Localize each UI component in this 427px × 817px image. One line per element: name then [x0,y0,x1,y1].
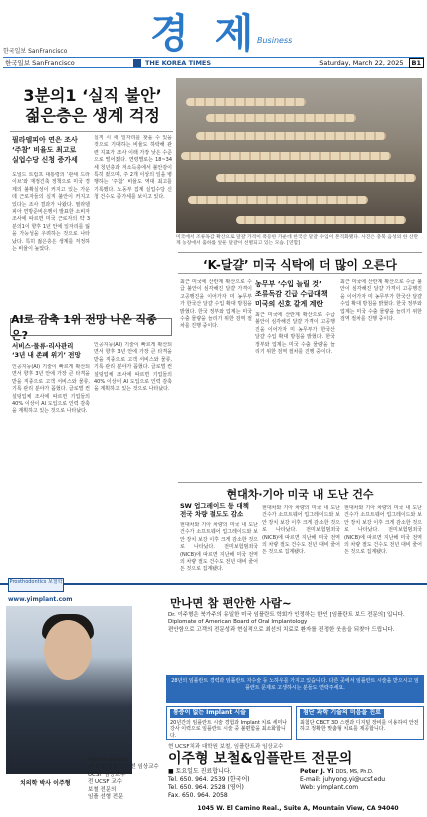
headline-line1: 3분의1 ‘실직 불안’ [23,86,162,105]
subhead-1: 농무부 ‘수입 늘릴 것’ [255,280,322,288]
subhead-1: SW 업그레이드 등 대책 [180,502,249,510]
story2-body-mid: 최근 미국에 산란계 확산으로 수급 불안이 심각해진 달걀 가격이 고공행진을 이어가자 미 농무부가 한국산 달걀 수입 확대 방침을 밝혔다. 한국 정부와 업계는 미국 수출 물량을 늘리기 위한 검역 절차를 진행 중이다. [255,312,335,356]
ad-banner: 28년의 임플란트 경력과 임플란트 자수술 등 노하우를 가지고 있습니다. 다른 곳에서 임플란트 시술을 받으시고 임플란트 문제로 고생하시는 분들도 연락주세요. [166,675,424,703]
issue-date: Saturday, March 22, 2025 [319,58,404,67]
headline-story1 [10,86,175,126]
subhead-3: 미국의 신호 같게 계란 [255,300,324,308]
headline-story4: 현대차·기아 미국 내 도난 건수 [226,488,374,501]
box-title: 통증이 없는 Implant 시술 [170,709,249,718]
headline-story2: ‘K-달걀’ 미국 식탁에 더 많이 오른다 [203,258,397,272]
specialty-item: Prosthodontist [88,757,128,763]
brand [133,59,273,67]
box-title: 첨단 과학 기술의 미음을 진료 [300,709,384,718]
doctor-name: Peter J. Yi [300,768,334,775]
section-title: 경 제 [150,11,260,57]
ad-box-tech [296,706,424,740]
ad-site[interactable]: Web: yimplant.com [300,784,359,791]
ad-doctor-card [300,768,424,792]
specialty-item: UCSF 임상교수 [88,771,126,778]
section-subtitle: Business [257,36,293,45]
brand-logo-icon [133,59,141,67]
specialty-item: 임플 선형 전문 [88,794,124,801]
ad-bullet: Dr. 이주형은 북가주의 유일한 미국 임플란트 학회가 인정하는 한인 [임플란트 보드 전문의] 입니다. [168,612,405,618]
story4-body-mid: 현대차와 기아 차량의 미국 내 도난 건수가 소프트웨어 업그레이드와 보안 장치 보강 이후 크게 감소한 것으로 나타났다. 전미보험범죄국(NICB)에 따르면 지난해 미국 전역의 차량 절도 건수도 전년 대비 줄어든 것으로 집계됐다. [262,505,340,556]
story2-body-right: 최근 미국에 산란계 확산으로 수급 불안이 심각해진 달걀 가격이 고공행진을 이어가자 미 농무부가 한국산 달걀 수입 확대 방침을 밝혔다. 한국 정부와 업계는 미국 수출 물량을 늘리기 위한 검역 절차를 진행 중이다. [340,279,422,323]
egg-farm-photo [176,78,422,233]
ad-doctor-name: 이주형 보철&임플란트 전문의 [168,751,353,767]
page-number: B1 [409,58,424,68]
ad-box-painless [166,706,292,740]
ad-hours: ■ 토요일도 진료합니다. [168,768,232,775]
divider [178,273,422,274]
story3-body-left: 인공지능(AI) 기술이 빠르게 확산되면서 향후 3년 안에 가장 큰 타격을 받을 직종으로 고객 서비스와 물류, 기록 관리 분야가 꼽혔다. 글로벌 컨설팅업체 조사에 따르면 기업들의 40% 이상이 AI 도입으로 인력 감축을 계획하고 있는 것으로 나타났다. [12,364,90,415]
specialty-list [88,757,166,801]
ad-contact [168,768,296,800]
story1-body-left: 도널드 트럼프 대통령의 ‘관세 드라이브’와 재정긴축 정책으로 미국 경제의 불확실성이 커지고 있는 가운데 근로자들의 실직 불안이 커지고 있다는 조사 결과가 나왔다. 필라델피아 연방준비은행이 발표한 소비자 조사에 따르면 미국 근로자의 약 3분의1이 향후 1년 안에 일자리를 잃을 가능성을 우려하는 것으로 나타났다. 특히 젊은층은 생계를 걱정하는 비율이 높았다. [12,172,90,253]
subhead-2: 전국 차량 절도도 감소 [180,510,244,518]
subhead-3: 실업수당 신청 증가세 [12,156,78,164]
doctor-caption: 치의학 박사 이주형 [20,780,71,787]
divider [178,252,422,253]
specialty-item: 보철 전문의 [88,786,117,793]
ad-fax: Fax. 650. 964. 2058 [168,792,228,799]
ad-address: 1045 W. El Camino Real., Suite A, Mountain View, CA 94040 [197,805,399,812]
story3-body-right: 인공지능(AI) 기술이 빠르게 확산되면서 향후 3년 안에 가장 큰 타격을 받을 직종으로 고객 서비스와 물류, 기록 관리 분야가 꼽혔다. 글로벌 컨설팅업체 조사에 따르면 기업들의 40% 이상이 AI 도입으로 인력 감축을 계획하고 있는 것으로 나타났다. [94,342,172,393]
divider [10,131,173,132]
masthead-bar [3,57,424,68]
doctor-credentials: DDS, MS, Ph.D. [335,769,374,775]
ad-bullets [168,612,424,634]
subhead-1: 서비스·물류·리사관리 [12,342,74,350]
headline-story3: AI로 감축 1위 전망 나온 직종은? [10,318,172,336]
ad-website[interactable]: www.yimplant.com [8,596,73,603]
story4-body-left: 현대차와 기아 차량의 미국 내 도난 건수가 소프트웨어 업그레이드와 보안 장치 보강 이후 크게 감소한 것으로 나타났다. 전미보험범죄국(NICB)에 따르면 지난해 미국 전역의 차량 절도 건수도 전년 대비 줄어든 것으로 집계됐다. [180,522,258,573]
doctor-photo [6,606,132,774]
ad-title: 만나면 참 편안한 사람~ [170,596,292,610]
ad-phone[interactable]: Tel. 650. 964. 2539 (한국어) [168,776,250,783]
brand-name: THE KOREA TIMES [145,58,212,67]
edition-name: 한국일보 SanFrancisco [5,59,75,67]
ad-badge: Prosthodontics 보철학 [8,578,64,592]
subhead-2: ‘3년 내 존폐 위기’ 전망 [12,351,81,359]
photo-caption: 미국에서 조류독감 확산으로 달걀 가격이 폭등한 가운데 한국산 달걀 수입이 본격화됐다. 사진은 충북 음성의 한 산란계 농장에서 출하를 앞둔 달걀이 선별되고 있는 모습. [연합] [176,235,419,247]
box-body: 최첨단 CBCT 3D 스캔과 디지털 장비를 이용하여 안전하고 정확한 맞춤형 치료를 제공합니다. [300,719,419,733]
story2-body-left: 최근 미국에 산란계 확산으로 수급 불안이 심각해진 달걀 가격이 고공행진을 이어가자 미 농무부가 한국산 달걀 수입 확대 방침을 밝혔다. 한국 정부와 업계는 미국 수출 물량을 늘리기 위한 검역 절차를 진행 중이다. [180,279,252,330]
subhead-2: ‘주참’ 비율도 최고로 [12,146,77,154]
story1-byline [12,135,90,165]
box-body: 20년간의 임플란트 시술 경험과 Implant 치료 세미나 강사 이력으로 임플란트 시술 중 불편함을 최소화합니다. [170,719,288,739]
story1-body-mid: 실직 시 새 일자리를 찾을 수 있을 것으로 기대하는 비율도 하락해 관련 지표가 조사 이래 가장 낮은 수준으로 떨어졌다. 연령별로는 18~34세 청년층과 저소득층에서 불안감이 특히 컸으며, 주 2개 이상의 일을 병행하는 ‘주참’ 비율도 역대 최고를 기록했다. 노동부 집계 실업수당 신청 건수도 증가세를 보이고 있다. [94,135,172,201]
ad-email[interactable]: E-mail: juhyong.yi@ucsf.edu [300,776,386,783]
story4-body-right: 현대차와 기아 차량의 미국 내 도난 건수가 소프트웨어 업그레이드와 보안 장치 보강 이후 크게 감소한 것으로 나타났다. 전미보험범죄국(NICB)에 따르면 지난해 미국 전역의 차량 절도 건수도 전년 대비 줄어든 것으로 집계됐다. [344,505,422,556]
subhead-1: 필라델피아 연은 조사 [12,136,78,144]
story2-subheads [255,279,350,309]
divider [178,482,422,483]
subhead-2: 조류독감 긴급 수급대책 [255,290,328,298]
specialty-item: 전 보철 임플란트 전 임상교수 [88,764,159,771]
ad-bullet: 편안함으로 고객의 전문성과 현실적으로 최선의 치료로 환자를 진정한 웃음을 되찾아 드립니다. [168,626,395,633]
headline-line2: 젊은층은 생계 걱정 [25,106,160,125]
ad-bullet: Diplomate of American Board of Oral Implantology [168,619,308,626]
edition-label: 한국일보 SanFrancisco [3,48,68,55]
specialty-item: 전 UCSF 교수 [88,779,122,786]
ad-small-head: 현 UCSF치과 대학원 보철, 임플란트과 임상교수 [168,744,284,750]
ad-phone[interactable]: Tel. 650. 964. 2528 (영어) [168,784,244,791]
